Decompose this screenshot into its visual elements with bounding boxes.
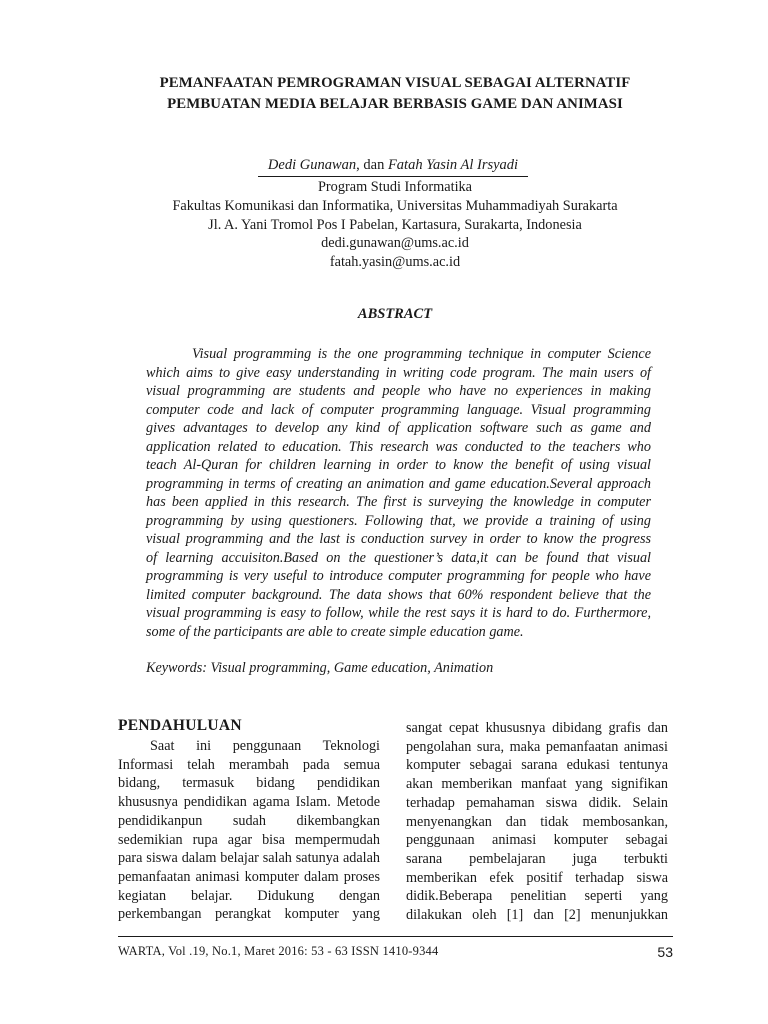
abstract-line: of learning accuisiton.Based on the questioner’s data,it can be found that visual — [146, 549, 651, 566]
abstract-line: computer code and lack of computer programming language. Visual programming — [146, 401, 651, 418]
body-line: sedemikian rupa agar bisa mempermudah — [118, 831, 380, 848]
body-line: kegiatan belajar. Didukung dengan — [118, 887, 380, 904]
body-line: komputer sebagai sarana edukasi tentunya — [406, 757, 668, 774]
body-line: pendidikanpun sudah dikembangkan — [118, 812, 380, 829]
affiliation-faculty: Fakultas Komunikasi dan Informatika, Universitas Muhammadiyah Surakarta — [172, 197, 618, 214]
author-1: Dedi Gunawan — [267, 157, 357, 173]
abstract-line: teach Al-Quran for children learning in order to know the benefit of using visual — [146, 457, 651, 473]
footer-divider — [118, 936, 673, 937]
affiliation-block — [100, 178, 690, 272]
body-line: bidang, termasuk bidang pendidikan — [118, 775, 380, 792]
abstract-heading: ABSTRACT — [357, 306, 433, 322]
abstract-body — [146, 345, 651, 641]
body-line: terhadap pemahaman siswa didik. Selain — [406, 794, 668, 811]
body-column-left — [118, 716, 380, 924]
page-number: 53 — [657, 944, 673, 960]
author-separator: , dan — [356, 157, 388, 173]
keywords: Keywords: Visual programming, Game education, Animation — [146, 660, 494, 676]
abstract-line: visual programming are students and people who have no experiences in making — [146, 383, 651, 399]
author-email-2: fatah.yasin@ums.ac.id — [329, 254, 461, 271]
author-2: Fatah Yasin Al Irsyadi — [387, 157, 519, 173]
footer-citation: WARTA, Vol .19, No.1, Maret 2016: 53 - 63 ISSN 1410-9344 — [118, 944, 439, 958]
body-line: menyenangkan dan tidak membosankan, — [406, 813, 668, 830]
section-heading: PENDAHULUAN — [118, 717, 242, 734]
body-line: didik.Beberapa penelitian seperti yang — [406, 888, 668, 905]
body-line: memberikan efek positif terhadap siswa — [406, 869, 668, 886]
body-line: Saat ini penggunaan Teknologi — [150, 738, 380, 754]
author-email-1: dedi.gunawan@ums.ac.id — [321, 235, 469, 252]
body-column-right — [406, 719, 668, 925]
abstract-line: Visual programming is the one programming technique in computer Science — [192, 346, 651, 362]
body-line: sarana pembelajaran juga terbukti — [406, 850, 668, 867]
title-line-2: PEMBUATAN MEDIA BELAJAR BERBASIS GAME DAN ANIMASI — [167, 96, 623, 112]
body-line: dilakukan oleh [1] dan [2] menunjukkan — [406, 907, 668, 924]
abstract-line: gives advantages to develop any kind of application software such as game and — [146, 420, 651, 436]
abstract-line: visual programming is easy to follow, while the rest says it is hard to do. Furthermore, — [146, 605, 651, 621]
body-line: akan memberikan manfaat yang signifikan — [406, 776, 668, 793]
abstract-line: application related to education. This research was conducted to the teachers who — [146, 438, 651, 455]
title-line-1: PEMANFAATAN PEMROGRAMAN VISUAL SEBAGAI ALTERNATIF — [159, 75, 631, 91]
author-line — [258, 155, 528, 177]
body-line: pemanfaatan animasi komputer dalam proses — [118, 868, 380, 885]
abstract-line: has been applied in this research. The first is surveying the knowledge in computer — [146, 494, 651, 510]
body-line: sangat cepat khususnya dibidang grafis dan — [406, 720, 668, 736]
affiliation-address: Jl. A. Yani Tromol Pos I Pabelan, Kartasura, Surakarta, Indonesia — [208, 216, 582, 233]
affiliation-program: Program Studi Informatika — [317, 179, 473, 195]
paper-title — [100, 73, 690, 115]
abstract-line: programming by using questioners. Following that, we provide a training of using — [146, 512, 651, 529]
body-line: pengolahan sura, maka pemanfaatan animasi — [406, 738, 668, 755]
abstract-line: programming in terms of creating an animation and game education.Several approach — [146, 475, 651, 492]
abstract-line: some of the participants are able to create simple education game. — [146, 623, 524, 640]
abstract-line: visual programming and the last is conduction survey in order to know the progress — [146, 531, 651, 547]
body-line: para siswa dalam belajar salah satunya adalah — [118, 850, 380, 867]
body-line: penggunaan animasi komputer sebagai — [406, 832, 668, 849]
abstract-line: which aims to give easy understanding in writing code program. The main users of — [146, 364, 651, 381]
abstract-line: programming is very useful to introduce computer programming for people who have — [146, 568, 651, 584]
abstract-line: limited computer background. The data shows that 60% respondent believe that the — [146, 586, 651, 603]
body-line: khususnya pendidikan agama Islam. Metode — [118, 794, 380, 811]
body-line: perkembangan perangkat komputer yang — [118, 906, 380, 923]
body-line: Informasi telah merambah pada semua — [118, 756, 380, 773]
